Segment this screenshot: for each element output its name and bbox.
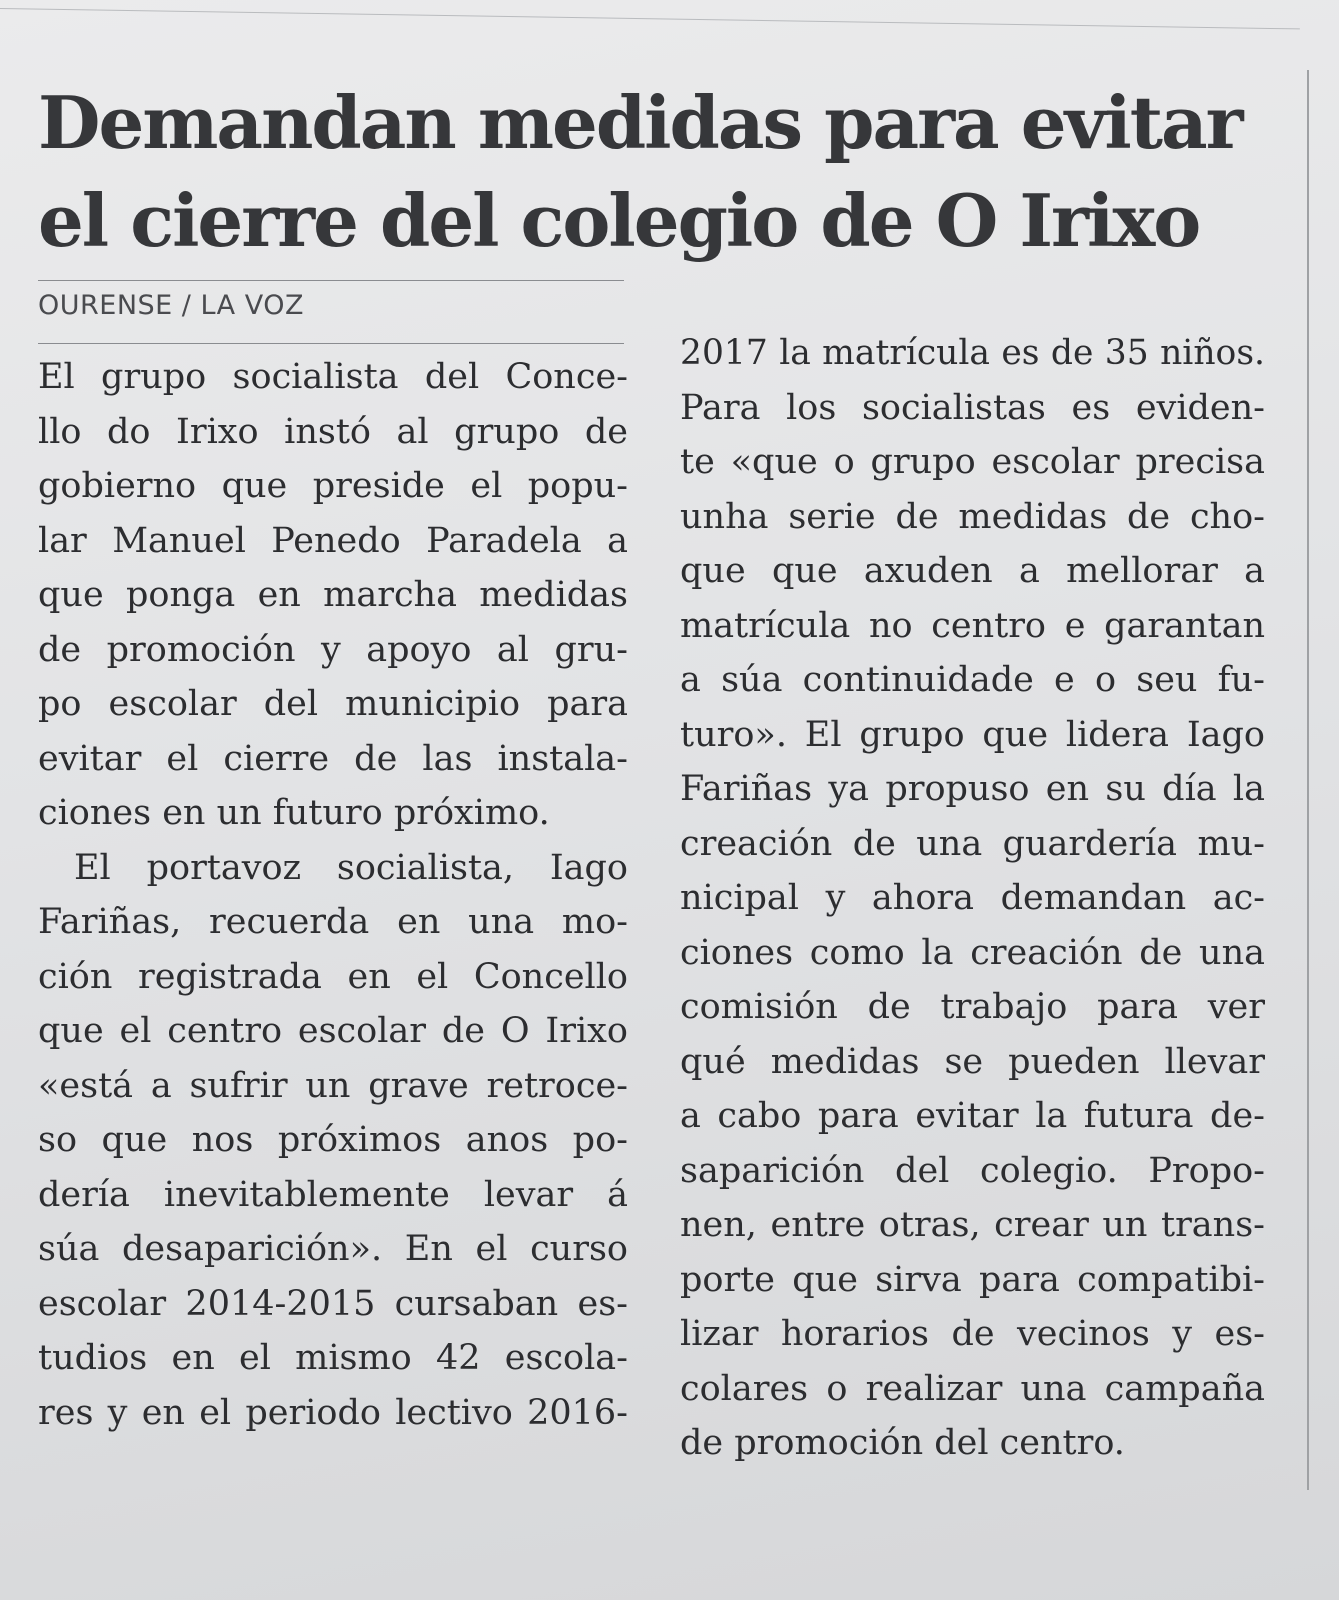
text-line: lar Manuel Penedo Paradela a xyxy=(38,520,628,561)
text-line: turo». El grupo que lidera Iago xyxy=(680,714,1265,755)
text-line: Para los socialistas es eviden- xyxy=(680,387,1265,428)
text-line: «está a sufrir un grave retroce- xyxy=(38,1065,628,1106)
text-line: so que nos próximos anos po- xyxy=(38,1120,628,1160)
text-line: nicipal y ahora demandan ac- xyxy=(680,878,1265,918)
text-line: te «que o grupo escolar precisa xyxy=(680,442,1265,482)
text-line: porte que sirva para compatibi- xyxy=(680,1259,1265,1300)
text-line: tudios en el mismo 42 escola- xyxy=(38,1338,628,1378)
text-line: Fariñas ya propuso en su día la xyxy=(680,769,1265,809)
text-line: que ponga en marcha medidas xyxy=(38,575,628,615)
text-line: evitar el cierre de las instala- xyxy=(38,738,628,779)
text-line: gobierno que preside el popu- xyxy=(38,466,628,506)
text-line: súa desaparición». En el curso xyxy=(38,1229,628,1269)
text-line: llo do Irixo instó al grupo de xyxy=(38,411,628,452)
text-line: comisión de trabajo para ver xyxy=(680,987,1265,1027)
byline-rule-bottom xyxy=(38,343,624,344)
article-column-1 xyxy=(38,350,628,1440)
text-line: saparición del colegio. Propo- xyxy=(680,1150,1265,1191)
text-line: a súa continuidade e o seu fu- xyxy=(680,660,1265,700)
headline-line: Demandan medidas para evitar xyxy=(38,80,1242,165)
text-line: unha serie de medidas de cho- xyxy=(680,496,1265,537)
text-line: de promoción y apoyo al gru- xyxy=(38,629,628,670)
text-line: dería inevitablemente levar á xyxy=(38,1174,628,1215)
headline-line: el cierre del colegio de O Irixo xyxy=(38,178,1200,263)
text-line: colares o realizar una campaña xyxy=(680,1368,1265,1409)
text-line: de promoción del centro. xyxy=(680,1423,1125,1463)
article-column-2 xyxy=(680,326,1265,1471)
text-line: escolar 2014-2015 cursaban es- xyxy=(38,1283,628,1324)
headline xyxy=(38,74,1298,270)
byline: OURENSE / LA VOZ xyxy=(38,290,304,321)
top-divider xyxy=(0,8,1300,29)
text-line: que el centro escolar de O Irixo xyxy=(38,1011,628,1051)
text-line: nen, entre otras, crear un trans- xyxy=(680,1205,1265,1245)
text-line: res y en el periodo lectivo 2016- xyxy=(38,1392,628,1433)
text-line: ciones en un futuro próximo. xyxy=(38,793,550,833)
text-line: El grupo socialista del Conce- xyxy=(38,357,628,397)
text-line: que que axuden a mellorar a xyxy=(680,551,1265,591)
text-line: creación de una guardería mu- xyxy=(680,823,1265,864)
column-divider xyxy=(1307,70,1309,1490)
text-line: a cabo para evitar la futura de- xyxy=(680,1096,1265,1136)
text-line: ción registrada en el Concello xyxy=(38,956,628,997)
text-line: matrícula no centro e garantan xyxy=(680,605,1265,646)
text-line: ciones como la creación de una xyxy=(680,932,1265,973)
text-line: 2017 la matrícula es de 35 niños. xyxy=(680,333,1265,373)
byline-rule-top xyxy=(38,280,624,281)
text-line: El portavoz socialista, Iago xyxy=(74,847,628,888)
text-line: Fariñas, recuerda en una mo- xyxy=(38,902,628,942)
text-line: qué medidas se pueden llevar xyxy=(680,1041,1265,1082)
text-line: po escolar del municipio para xyxy=(38,684,628,724)
text-line: lizar horarios de vecinos y es- xyxy=(680,1314,1265,1354)
